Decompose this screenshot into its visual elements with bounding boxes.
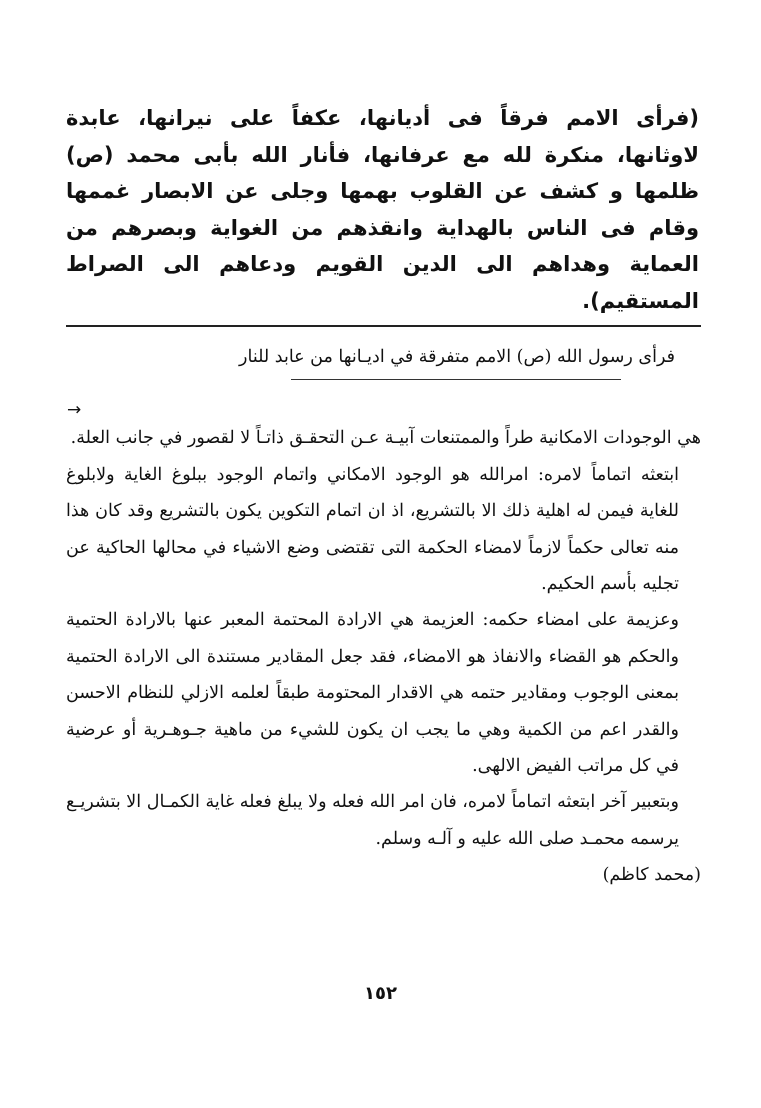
- page-content: [66, 100, 701, 894]
- intro-underline: [291, 379, 621, 380]
- continuation-arrow-icon: →: [67, 400, 82, 421]
- quoted-sermon-text: (فرأى الامم فرقاً فى أديانها، عكفاً على نيرانها، عابدة لاوثانها، منكرة لله مع عرفانها، فأنار الله بأبى محمد (ص) ظلمها و كشف عن القلوب بهمها وجلى عن الابصار غممها وقام فى الناس بالهداية وانقذهم من الغواية وبصرهم من العماية وهداهم الى الدين القويم ودعاهم الى الصراط المستقيم).: [66, 106, 699, 313]
- intro-line: فرأى رسول الله (ص) الامم متفرقة في اديـانها من عابد للنار: [239, 347, 675, 367]
- quote-divider: [66, 325, 701, 327]
- commentary-paragraph-2: ابتعثه اتماماً لامره: امرالله هو الوجود الامكاني واتمام الوجود ببلوغ الغاية ولابلوغ للغاية فيمن له اهلية ذلك الا بالتشريع، اذ ان اتمام التكوين يكون بالتشريع وقد كان هذا منه تعالى حكماً لازماً لامضاء الحكمة التى تقتضى وضع الاشياء في محالها الحاكية عن تجليه بأسم الحكيم.: [66, 464, 679, 595]
- commentary-paragraph-3: وعزيمة على امضاء حكمه: العزيمة هي الارادة المحتمة المعبر عنها بالارادة الحتمية والحكم هو القضاء والانفاذ هو الامضاء، فقد جعل المقادير مستندة الى الارادة الحتمية بمعنى الوجوب ومقادير حتمه هي الاقدار المحتومة طبقاً لعلمه الازلي للنظام الاحسن والقدر اعم من الكمية وهي ما يجب ان يكون للشيء من ماهية جـوهـرية أو عرضية في كل مراتب الفيض الالهى.: [66, 610, 679, 777]
- commentary-body: [66, 420, 701, 893]
- page-number: ١٥٢: [364, 983, 397, 1004]
- commentary-paragraph-1: هي الوجودات الامكانية طراً والممتنعات آبيـة عـن التحقـق ذاتـاً لا لقصور في جانب العلة.: [70, 428, 701, 449]
- author-signature: (محمد كاظم): [602, 865, 701, 886]
- commentary-paragraph-4: وبتعبير آخر ابتعثه اتماماً لامره، فان امر الله فعله ولا يبلغ فعله غاية الكمـال الا بتشريـع يرسمه محمـد صلى الله عليه و آلـه وسلم.: [66, 792, 679, 849]
